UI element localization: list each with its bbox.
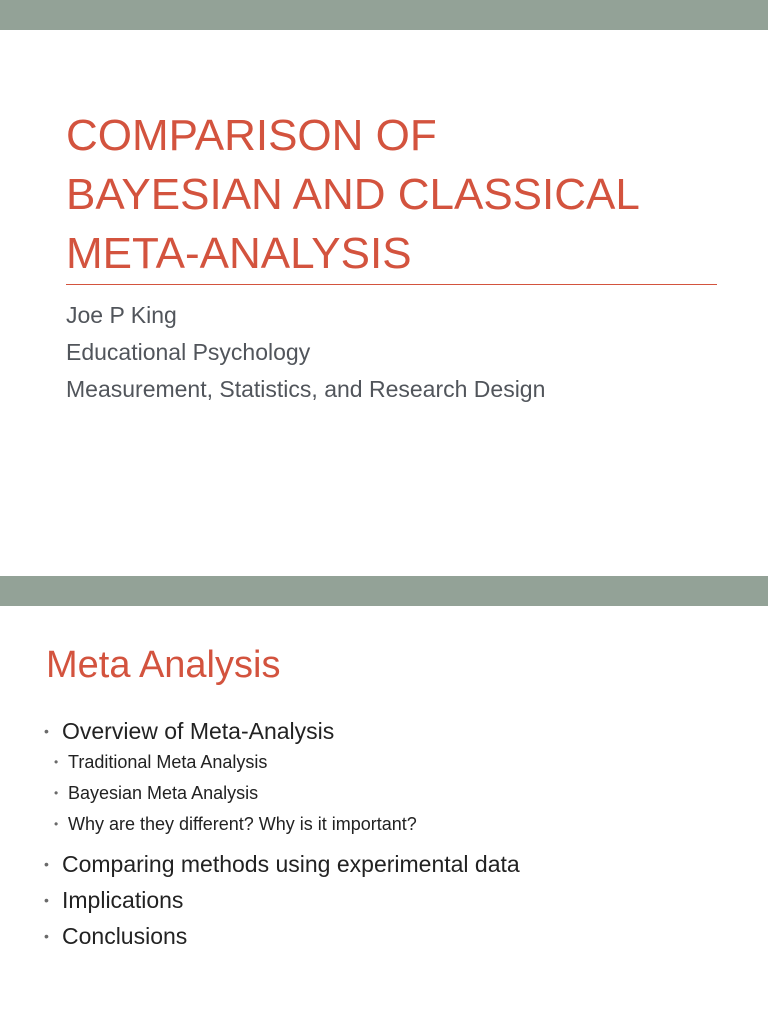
- slide-subtitle: [66, 297, 545, 408]
- sub-bullet-list: [54, 747, 520, 840]
- slide-header-bar: [0, 0, 768, 30]
- bullet-dot-icon: •: [54, 786, 59, 800]
- bullet-item: [44, 882, 520, 918]
- sub-bullet-text: Traditional Meta Analysis: [68, 752, 268, 772]
- program: Measurement, Statistics, and Research Design: [66, 376, 546, 402]
- bullet-text: Overview of Meta-Analysis: [62, 718, 335, 744]
- bullet-text: Conclusions: [62, 923, 188, 949]
- bullet-dot-icon: •: [44, 723, 49, 739]
- sub-bullet-text: Bayesian Meta Analysis: [68, 783, 259, 803]
- bullet-text: Comparing methods using experimental data: [62, 851, 520, 877]
- sub-bullet-text: Why are they different? Why is it important?: [68, 814, 417, 834]
- sub-bullet-item: [54, 747, 520, 778]
- bullet-item: [44, 846, 520, 882]
- slide-heading: Meta Analysis: [46, 644, 281, 686]
- slide-title: [66, 106, 726, 283]
- bullet-dot-icon: •: [44, 856, 49, 872]
- bullet-item: [44, 713, 520, 749]
- bullet-dot-icon: •: [44, 892, 49, 908]
- slide-header-bar: [0, 576, 768, 606]
- bullet-dot-icon: •: [54, 755, 59, 769]
- bullet-item: [44, 918, 520, 954]
- slide-title-line: COMPARISON OF: [66, 111, 437, 160]
- bullet-text: Implications: [62, 887, 184, 913]
- author-name: Joe P King: [66, 302, 177, 328]
- sub-bullet-item: [54, 778, 520, 809]
- bullet-list: [44, 713, 520, 954]
- title-divider: [66, 284, 717, 285]
- sub-bullet-item: [54, 809, 520, 840]
- slide-title-line: META-ANALYSIS: [66, 229, 412, 278]
- bullet-dot-icon: •: [54, 817, 59, 831]
- bullet-dot-icon: •: [44, 928, 49, 944]
- department: Educational Psychology: [66, 339, 311, 365]
- slide-title-line: BAYESIAN AND CLASSICAL: [66, 170, 640, 219]
- sub-bullet-group: [44, 747, 520, 840]
